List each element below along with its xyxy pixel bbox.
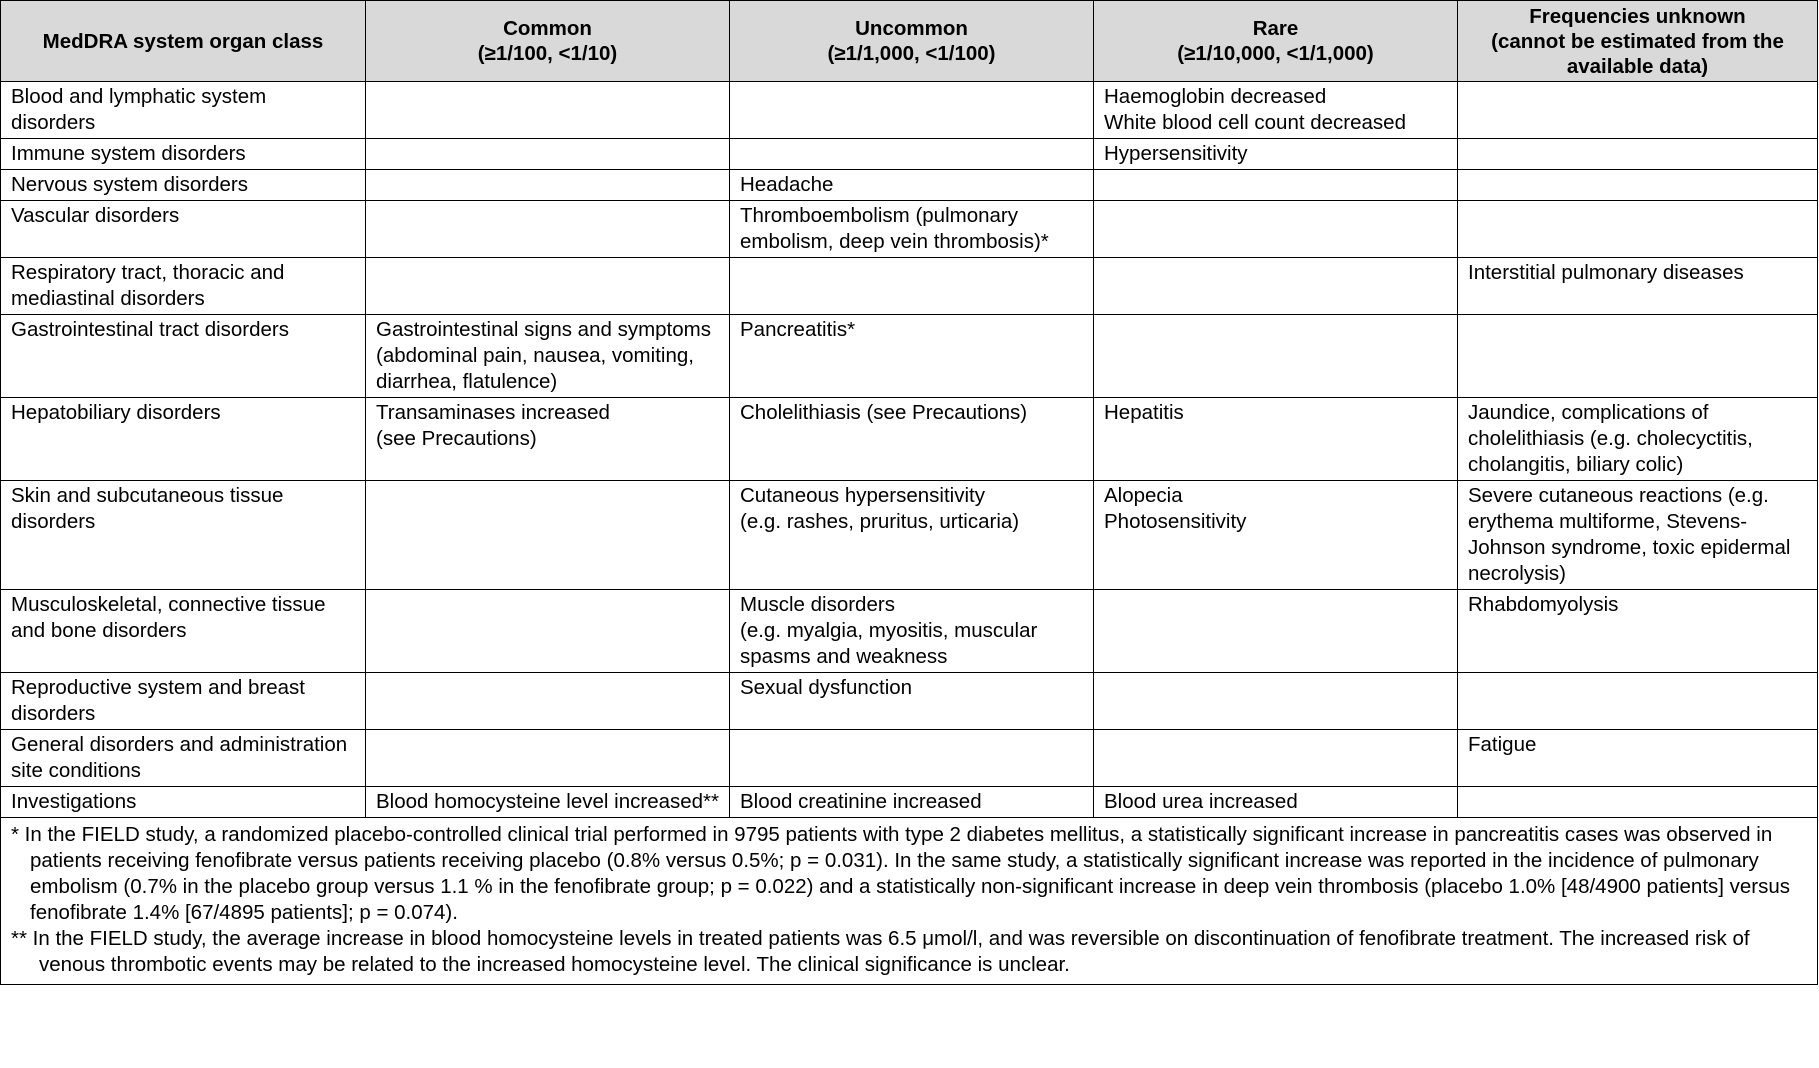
rare-frequency-cell bbox=[1094, 481, 1458, 590]
rare-frequency-cell bbox=[1094, 315, 1458, 398]
uncommon-frequency-cell bbox=[730, 730, 1094, 787]
unknown-frequency-cell bbox=[1458, 170, 1818, 201]
uncommon-frequency-cell bbox=[730, 139, 1094, 170]
uncommon-frequency-cell bbox=[730, 673, 1094, 730]
reaction-text: Fatigue bbox=[1468, 733, 1537, 756]
header-common-line: Common bbox=[503, 17, 592, 40]
reaction-text: Blood creatinine increased bbox=[740, 790, 982, 813]
table-row bbox=[1, 170, 1818, 201]
reaction-text: Rhabdomyolysis bbox=[1468, 593, 1619, 616]
reaction-text: Transaminases increased bbox=[376, 401, 610, 424]
uncommon-frequency-cell bbox=[730, 398, 1094, 481]
header-common bbox=[366, 1, 730, 82]
common-frequency-cell bbox=[366, 730, 730, 787]
reaction-text: Hepatitis bbox=[1104, 401, 1184, 424]
system-organ-class-cell: Immune system disorders bbox=[1, 139, 366, 170]
rare-frequency-cell bbox=[1094, 398, 1458, 481]
system-organ-class-cell: Musculoskeletal, connective tissue and bone disorders bbox=[1, 590, 366, 673]
rare-frequency-cell bbox=[1094, 139, 1458, 170]
unknown-frequency-cell bbox=[1458, 730, 1818, 787]
reaction-text: Jaundice, complications of cholelithiasis (e.g. cholecyctitis, cholangitis, biliary colic) bbox=[1468, 401, 1753, 476]
common-frequency-cell bbox=[366, 315, 730, 398]
reaction-text: Alopecia bbox=[1104, 484, 1183, 507]
reaction-text: Pancreatitis* bbox=[740, 318, 856, 341]
reaction-text: Muscle disorders bbox=[740, 593, 895, 616]
uncommon-frequency-cell bbox=[730, 481, 1094, 590]
rare-frequency-cell bbox=[1094, 590, 1458, 673]
unknown-frequency-cell bbox=[1458, 787, 1818, 818]
table-row bbox=[1, 590, 1818, 673]
header-frequencies-unknown-line: Frequencies unknown bbox=[1529, 4, 1746, 28]
common-frequency-cell bbox=[366, 139, 730, 170]
unknown-frequency-cell bbox=[1458, 201, 1818, 258]
reaction-text: Headache bbox=[740, 173, 834, 196]
system-organ-class-cell: Vascular disorders bbox=[1, 201, 366, 258]
common-frequency-cell bbox=[366, 258, 730, 315]
footnote-double-asterisk: ** In the FIELD study, the average increase in blood homocysteine levels in treated patients was 6.5 μmol/l, and was reversible on discontinuation of fenofibrate treatment. The increased risk of venous thrombotic events may be related to the increased homocysteine level. The clinical significance is unclear. bbox=[11, 927, 1750, 976]
unknown-frequency-cell bbox=[1458, 590, 1818, 673]
header-rare bbox=[1094, 1, 1458, 82]
uncommon-frequency-cell bbox=[730, 590, 1094, 673]
rare-frequency-cell bbox=[1094, 201, 1458, 258]
table-row bbox=[1, 730, 1818, 787]
uncommon-frequency-cell bbox=[730, 315, 1094, 398]
system-organ-class-cell: Investigations bbox=[1, 787, 366, 818]
common-frequency-cell bbox=[366, 590, 730, 673]
uncommon-frequency-cell bbox=[730, 787, 1094, 818]
common-frequency-cell bbox=[366, 787, 730, 818]
common-frequency-cell bbox=[366, 398, 730, 481]
table-row bbox=[1, 315, 1818, 398]
table-row bbox=[1, 398, 1818, 481]
unknown-frequency-cell bbox=[1458, 315, 1818, 398]
reaction-text: (see Precautions) bbox=[376, 427, 537, 450]
header-uncommon bbox=[730, 1, 1094, 82]
header-uncommon-line: (≥1/1,000, <1/100) bbox=[827, 42, 996, 65]
system-organ-class-cell: General disorders and administration site conditions bbox=[1, 730, 366, 787]
header-rare-line: Rare bbox=[1252, 17, 1299, 40]
reaction-text: Severe cutaneous reactions (e.g. erythema multiforme, Stevens-Johnson syndrome, toxic epidermal necrolysis) bbox=[1468, 484, 1791, 585]
table-row bbox=[1, 481, 1818, 590]
header-frequencies-unknown-line: available data) bbox=[1566, 54, 1709, 78]
unknown-frequency-cell bbox=[1458, 82, 1818, 139]
reaction-text: Photosensitivity bbox=[1104, 510, 1247, 533]
reaction-text: Hypersensitivity bbox=[1104, 142, 1248, 165]
system-organ-class-cell: Hepatobiliary disorders bbox=[1, 398, 366, 481]
table-body bbox=[1, 82, 1818, 818]
footnote-row bbox=[1, 818, 1818, 985]
reaction-text: Blood urea increased bbox=[1104, 790, 1298, 813]
system-organ-class-cell: Skin and subcutaneous tissue disorders bbox=[1, 481, 366, 590]
header-system-organ-class-line: MedDRA system organ class bbox=[42, 29, 324, 53]
table-header bbox=[1, 1, 1818, 82]
table-footnotes bbox=[1, 818, 1818, 985]
common-frequency-cell bbox=[366, 673, 730, 730]
header-system-organ-class bbox=[1, 1, 366, 82]
reaction-text: Interstitial pulmonary diseases bbox=[1468, 261, 1744, 284]
reaction-text: (e.g. rashes, pruritus, urticaria) bbox=[740, 510, 1020, 533]
common-frequency-cell bbox=[366, 481, 730, 590]
rare-frequency-cell bbox=[1094, 673, 1458, 730]
reaction-text: Haemoglobin decreased bbox=[1104, 85, 1327, 108]
rare-frequency-cell bbox=[1094, 730, 1458, 787]
reaction-text: Cholelithiasis (see Precautions) bbox=[740, 401, 1028, 424]
header-row bbox=[1, 1, 1818, 82]
unknown-frequency-cell bbox=[1458, 673, 1818, 730]
unknown-frequency-cell bbox=[1458, 398, 1818, 481]
uncommon-frequency-cell bbox=[730, 82, 1094, 139]
unknown-frequency-cell bbox=[1458, 139, 1818, 170]
system-organ-class-cell: Respiratory tract, thoracic and mediastinal disorders bbox=[1, 258, 366, 315]
footnote-single-asterisk: * In the FIELD study, a randomized placebo-controlled clinical trial performed in 9795 patients with type 2 diabetes mellitus, a statistically significant increase in pancreatitis cases was observed in patients receiving fenofibrate versus patients receiving placebo (0.8% versus 0.5%; p = 0.031). In the same study, a statistically significant increase was reported in the incidence of pulmonary embolism (0.7% in the placebo group versus 1.1 % in the fenofibrate group; p = 0.022) and a statistically non-significant increase in deep vein thrombosis (placebo 1.0% [48/4900 patients] versus fenofibrate 1.4% [67/4895 patients]; p = 0.074). bbox=[11, 823, 1791, 924]
table-row bbox=[1, 82, 1818, 139]
table-row bbox=[1, 139, 1818, 170]
table-row bbox=[1, 673, 1818, 730]
rare-frequency-cell bbox=[1094, 170, 1458, 201]
footnotes-cell bbox=[1, 818, 1818, 985]
reaction-text: Sexual dysfunction bbox=[740, 676, 913, 699]
table-row bbox=[1, 201, 1818, 258]
reaction-text: White blood cell count decreased bbox=[1104, 111, 1406, 134]
common-frequency-cell bbox=[366, 201, 730, 258]
rare-frequency-cell bbox=[1094, 787, 1458, 818]
rare-frequency-cell bbox=[1094, 82, 1458, 139]
system-organ-class-cell: Reproductive system and breast disorders bbox=[1, 673, 366, 730]
table-row bbox=[1, 258, 1818, 315]
reaction-text: Cutaneous hypersensitivity bbox=[740, 484, 985, 507]
header-common-line: (≥1/100, <1/10) bbox=[477, 42, 618, 65]
header-rare-line: (≥1/10,000, <1/1,000) bbox=[1177, 42, 1374, 65]
common-frequency-cell bbox=[366, 82, 730, 139]
reaction-text: Blood homocysteine level increased** bbox=[376, 790, 720, 813]
common-frequency-cell bbox=[366, 170, 730, 201]
system-organ-class-cell: Gastrointestinal tract disorders bbox=[1, 315, 366, 398]
uncommon-frequency-cell bbox=[730, 201, 1094, 258]
uncommon-frequency-cell bbox=[730, 258, 1094, 315]
system-organ-class-cell: Nervous system disorders bbox=[1, 170, 366, 201]
unknown-frequency-cell bbox=[1458, 481, 1818, 590]
system-organ-class-cell: Blood and lymphatic system disorders bbox=[1, 82, 366, 139]
uncommon-frequency-cell bbox=[730, 170, 1094, 201]
rare-frequency-cell bbox=[1094, 258, 1458, 315]
table-row bbox=[1, 787, 1818, 818]
header-frequencies-unknown-line: (cannot be estimated from the bbox=[1491, 29, 1784, 53]
reaction-text: (e.g. myalgia, myositis, muscular spasms and weakness bbox=[740, 619, 1038, 668]
reaction-text: Gastrointestinal signs and symptoms (abdominal pain, nausea, vomiting, diarrhea, flatulence) bbox=[376, 318, 711, 393]
header-uncommon-line: Uncommon bbox=[855, 17, 968, 40]
header-frequencies-unknown bbox=[1458, 1, 1818, 82]
reaction-text: Thromboembolism (pulmonary embolism, deep vein thrombosis)* bbox=[740, 204, 1049, 253]
unknown-frequency-cell bbox=[1458, 258, 1818, 315]
